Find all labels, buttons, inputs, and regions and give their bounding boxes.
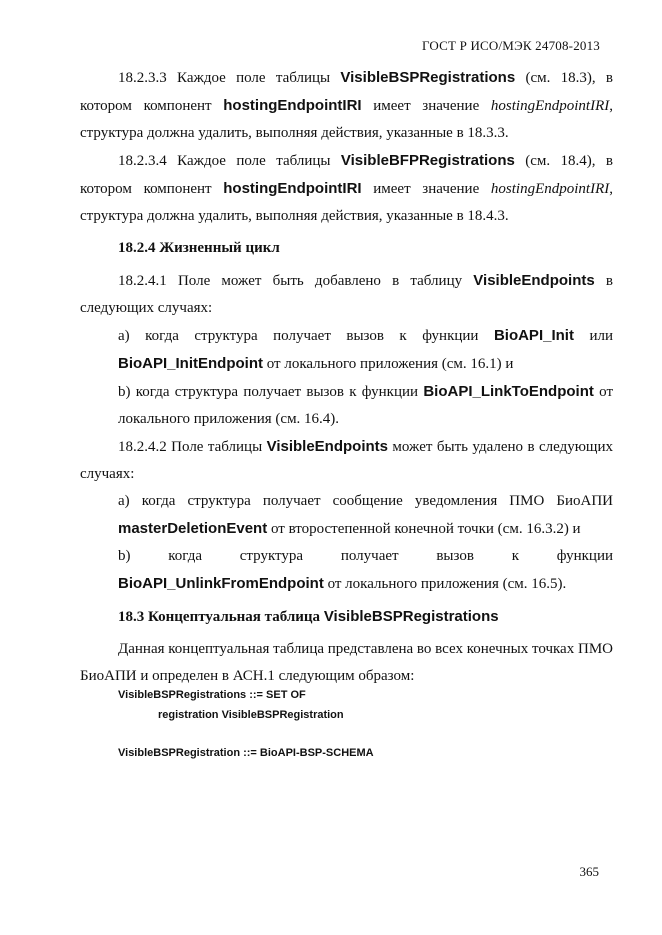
text: b) когда структура получает вызов к функции bbox=[118, 548, 613, 564]
page-number: 365 bbox=[579, 864, 599, 879]
identifier-visible-endpoints: VisibleEndpoints bbox=[473, 272, 595, 289]
identifier-master-deletion-event: masterDeletionEvent bbox=[118, 520, 268, 537]
paragraph-18-2-4-1 bbox=[80, 267, 613, 322]
text: может быть удалено в следующих случаях: bbox=[80, 439, 613, 482]
identifier-hosting-endpoint-iri: hostingEndpointIRI bbox=[223, 180, 362, 197]
text: , структура должна удалить, выполняя действия, указанные в 18.3.3. bbox=[80, 98, 613, 141]
identifier-bioapi-init-endpoint: BioAPI_InitEndpoint bbox=[118, 355, 263, 372]
code-line: VisibleBSPRegistration ::= BioAPI-BSP-SCHEMA bbox=[118, 747, 374, 759]
identifier-visible-bsp-registrations: VisibleBSPRegistrations bbox=[323, 608, 499, 625]
italic-value: hostingEndpointIRI bbox=[490, 98, 610, 114]
code-line: VisibleBSPRegistrations ::= SET OF bbox=[118, 689, 306, 701]
section-heading-18-2-4: 18.2.4 Жизненный цикл bbox=[118, 240, 280, 256]
text: от локального приложения (см. 16.1) и bbox=[262, 356, 514, 372]
clause-number: 18.2.3.3 bbox=[118, 70, 167, 86]
identifier-bioapi-unlink-from-endpoint: BioAPI_UnlinkFromEndpoint bbox=[118, 575, 324, 592]
identifier-visible-bfp-registrations: VisibleBFPRegistrations bbox=[340, 152, 515, 169]
identifier-bioapi-link-to-endpoint: BioAPI_LinkToEndpoint bbox=[423, 383, 594, 400]
text: 18.2.4.1 Поле может быть добавлено в таблицу bbox=[118, 273, 474, 289]
text: имеет значение bbox=[361, 98, 491, 114]
text: 18.2.4.2 Поле таблицы bbox=[118, 439, 267, 455]
identifier-visible-bsp-registrations: VisibleBSPRegistrations bbox=[340, 69, 516, 86]
text: или bbox=[573, 328, 613, 344]
text: имеет значение bbox=[361, 181, 491, 197]
identifier-visible-endpoints: VisibleEndpoints bbox=[266, 438, 388, 455]
asn1-definition bbox=[118, 685, 374, 763]
identifier-bioapi-init: BioAPI_Init bbox=[493, 327, 574, 344]
text: от локального приложения (см. 16.4). bbox=[118, 384, 614, 427]
list-item-b-add bbox=[80, 378, 613, 433]
italic-value: hostingEndpointIRI bbox=[490, 181, 610, 197]
text: от второстепенной конечной точки (см. 16.3.2) и bbox=[267, 521, 581, 537]
text: в следующих случаях: bbox=[80, 273, 613, 316]
text: a) когда структура получает вызов к функции bbox=[118, 328, 494, 344]
paragraph-18-3-intro: Данная концептуальная таблица представлена во всех конечных точках ПМО БиоАПИ и определен в АСН.1 следующим образом: bbox=[80, 641, 613, 684]
page-body bbox=[80, 64, 613, 690]
text: , структура должна удалить, выполняя действия, указанные в 18.4.3. bbox=[80, 181, 613, 224]
text: Каждое поле таблицы bbox=[166, 153, 341, 169]
code-line: registration VisibleBSPRegistration bbox=[158, 709, 344, 721]
clause-number: 18.2.3.4 bbox=[118, 153, 167, 169]
paragraph-18-2-3-3 bbox=[80, 64, 613, 147]
heading-text: 18.3 Концептуальная таблица bbox=[118, 609, 324, 625]
list-item-a-remove bbox=[80, 488, 613, 543]
text: a) когда структура получает сообщение уведомления ПМО БиоАПИ bbox=[118, 493, 613, 509]
code-gap bbox=[118, 725, 374, 743]
text: b) когда структура получает вызов к функции bbox=[118, 384, 424, 400]
text: (см. 18.4), в котором компонент bbox=[80, 153, 613, 197]
text: от локального приложения (см. 16.5). bbox=[323, 576, 567, 592]
list-item-b-remove bbox=[80, 543, 613, 598]
paragraph-18-2-4-2 bbox=[80, 433, 613, 488]
text: Каждое поле таблицы bbox=[166, 70, 341, 86]
running-header: ГОСТ Р ИСО/МЭК 24708-2013 bbox=[421, 38, 600, 53]
paragraph-18-2-3-4 bbox=[80, 147, 613, 230]
section-heading-18-3 bbox=[80, 603, 613, 631]
identifier-hosting-endpoint-iri: hostingEndpointIRI bbox=[223, 97, 362, 114]
text: (см. 18.3), в котором компонент bbox=[80, 70, 613, 114]
list-item-a-add bbox=[80, 322, 613, 378]
